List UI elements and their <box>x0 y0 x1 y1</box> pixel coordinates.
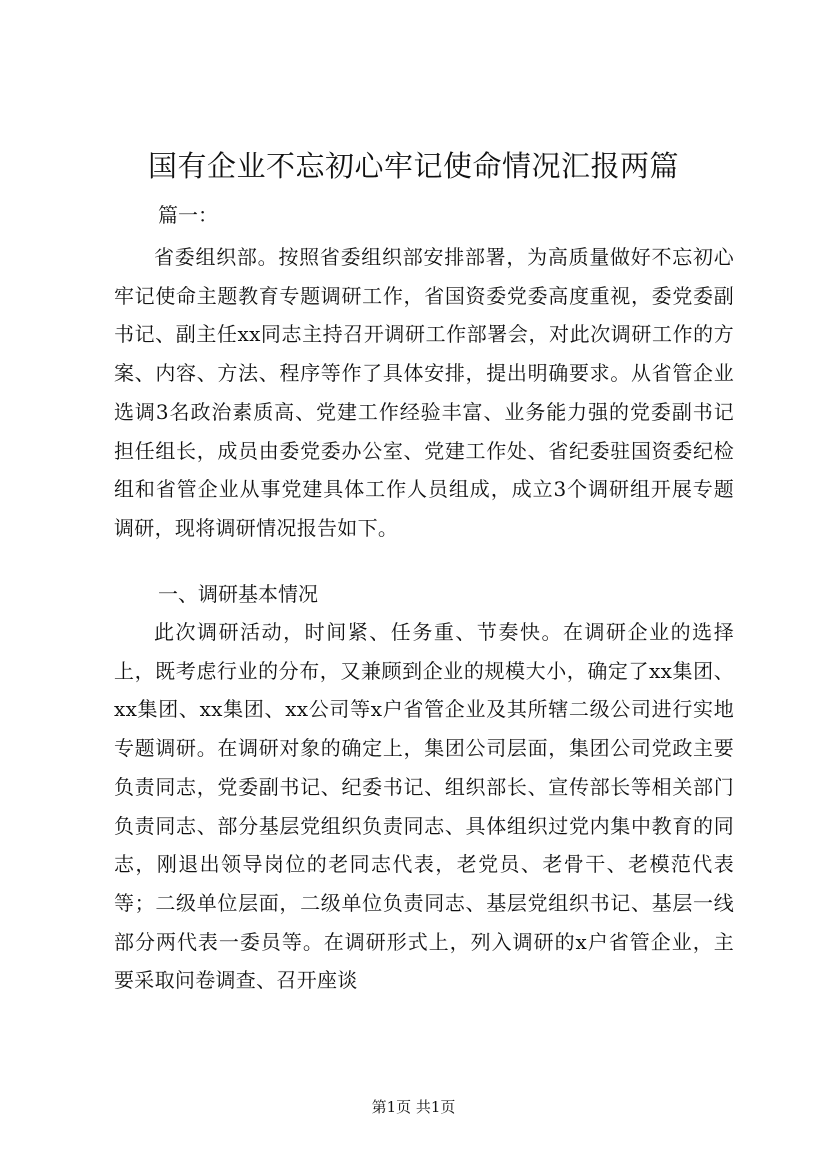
page-footer: 第1页 共1页 <box>371 1098 456 1116</box>
paragraph-2: 此次调研活动，时间紧、任务重、节奏快。在调研企业的选择上，既考虑行业的分布，又兼顾到企业的规模大小，确定了xx集团、xx集团、xx集团、xx公司等x户省管企业及其所辖二级公司进行实地专题调研。在调研对象的确定上，集团公司层面，集团公司党政主要负责同志，党委副书记、纪委书记、组织部长、宣传部长等相关部门负责同志、部分基层党组织负责同志、具体组织过党内集中教育的同志，刚退出领导岗位的老同志代表，老党员、老骨干、老模范代表等；二级单位层面，二级单位负责同志、基层党组织书记、基层一线部分两代表一委员等。在调研形式上，列入调研的x户省管企业，主要采取问卷调查、召开座谈 <box>114 620 734 993</box>
section-label: 篇一： <box>158 203 218 227</box>
document-title: 国有企业不忘初心牢记使命情况汇报两篇 <box>147 149 679 183</box>
paragraph-1: 省委组织部。按照省委组织部安排部署，为高质量做好不忘初心牢记使命主题教育专题调研工作，省国资委党委高度重视，委党委副书记、副主任xx同志主持召开调研工作部署会，对此次调研工作的方案、内容、方法、程序等作了具体安排，提出明确要求。从省管企业选调3名政治素质高、党建工作经验丰富、业务能力强的党委副书记担任组长，成员由委党委办公室、党建工作处、省纪委驻国资委纪检组和省管企业从事党建具体工作人员组成，成立3个调研组开展专题调研，现将调研情况报告如下。 <box>114 245 734 540</box>
section-heading: 一、调研基本情况 <box>158 582 318 606</box>
